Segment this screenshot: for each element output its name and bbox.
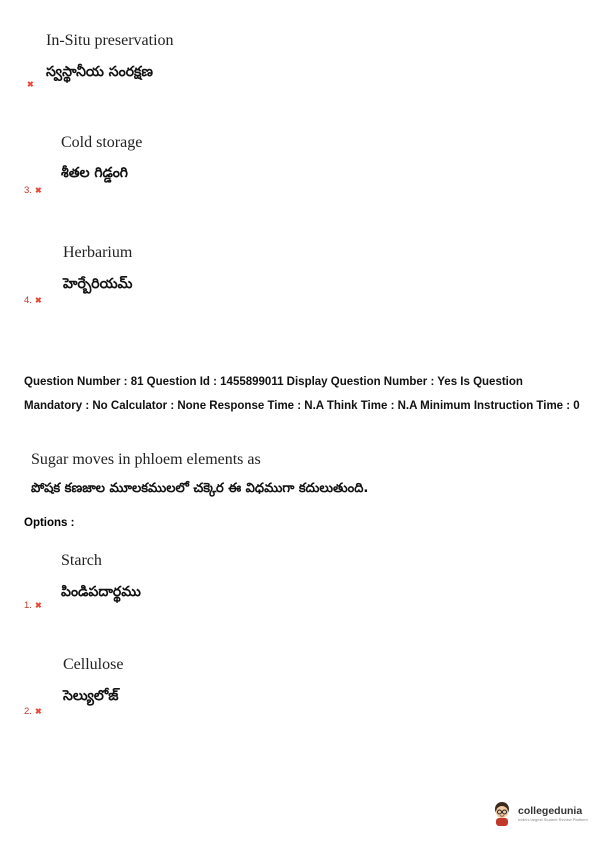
- option-marker: [24, 295, 42, 306]
- option-marker: [24, 600, 42, 611]
- question-metadata: Question Number : 81 Question Id : 1455899011 Display Question Number : Yes Is Question Mandatory : No Calculator : None Response Time : N.A Think Time : N.A Minimum Instruction Time : 0: [24, 376, 580, 412]
- cross-icon: ✖: [34, 601, 42, 610]
- option-text-english: [46, 32, 174, 50]
- question-text-telugu: పోషక కణజాల మూలకములలో చక్కెర ఈ విధముగా కదులుతుంది.: [31, 481, 369, 496]
- options-heading: Options :: [24, 517, 75, 529]
- option-number: 4.: [24, 295, 32, 306]
- option-text-telugu: శీతల గిడ్డంగి: [61, 165, 128, 181]
- option-marker: [24, 185, 42, 196]
- collegedunia-logo: [490, 800, 588, 826]
- cross-icon: ✖: [34, 186, 42, 195]
- mascot-icon: [490, 800, 514, 826]
- question-text-english: Sugar moves in phloem elements as: [31, 451, 261, 468]
- cross-icon: ✖: [27, 80, 34, 89]
- logo-name: collegedunia: [518, 804, 583, 817]
- option-number: 1.: [24, 600, 32, 611]
- cross-icon: ✖: [34, 296, 42, 305]
- option-text-italic: In-Situ: [46, 32, 91, 49]
- option-text-telugu: పిండిపదార్థము: [61, 584, 141, 600]
- cross-icon: ✖: [34, 707, 42, 716]
- option-text-rest: preservation: [90, 32, 174, 49]
- option-number: 2.: [24, 706, 32, 717]
- option-text-telugu: సెల్యులోజ్: [63, 688, 119, 704]
- option-marker: [24, 80, 34, 89]
- option-text-english: Starch: [61, 552, 102, 569]
- option-marker: [24, 706, 42, 717]
- option-text-english: Herbarium: [63, 244, 133, 261]
- option-text-telugu: హెర్బేరియమ్: [63, 276, 133, 292]
- option-text-english: Cold storage: [61, 134, 143, 151]
- option-number: 3.: [24, 185, 32, 196]
- logo-tagline: India's largest Student Review Platform: [518, 816, 588, 822]
- option-text-telugu: స్వస్థానీయ సంరక్షణ: [46, 64, 153, 80]
- option-text-english: Cellulose: [63, 656, 124, 673]
